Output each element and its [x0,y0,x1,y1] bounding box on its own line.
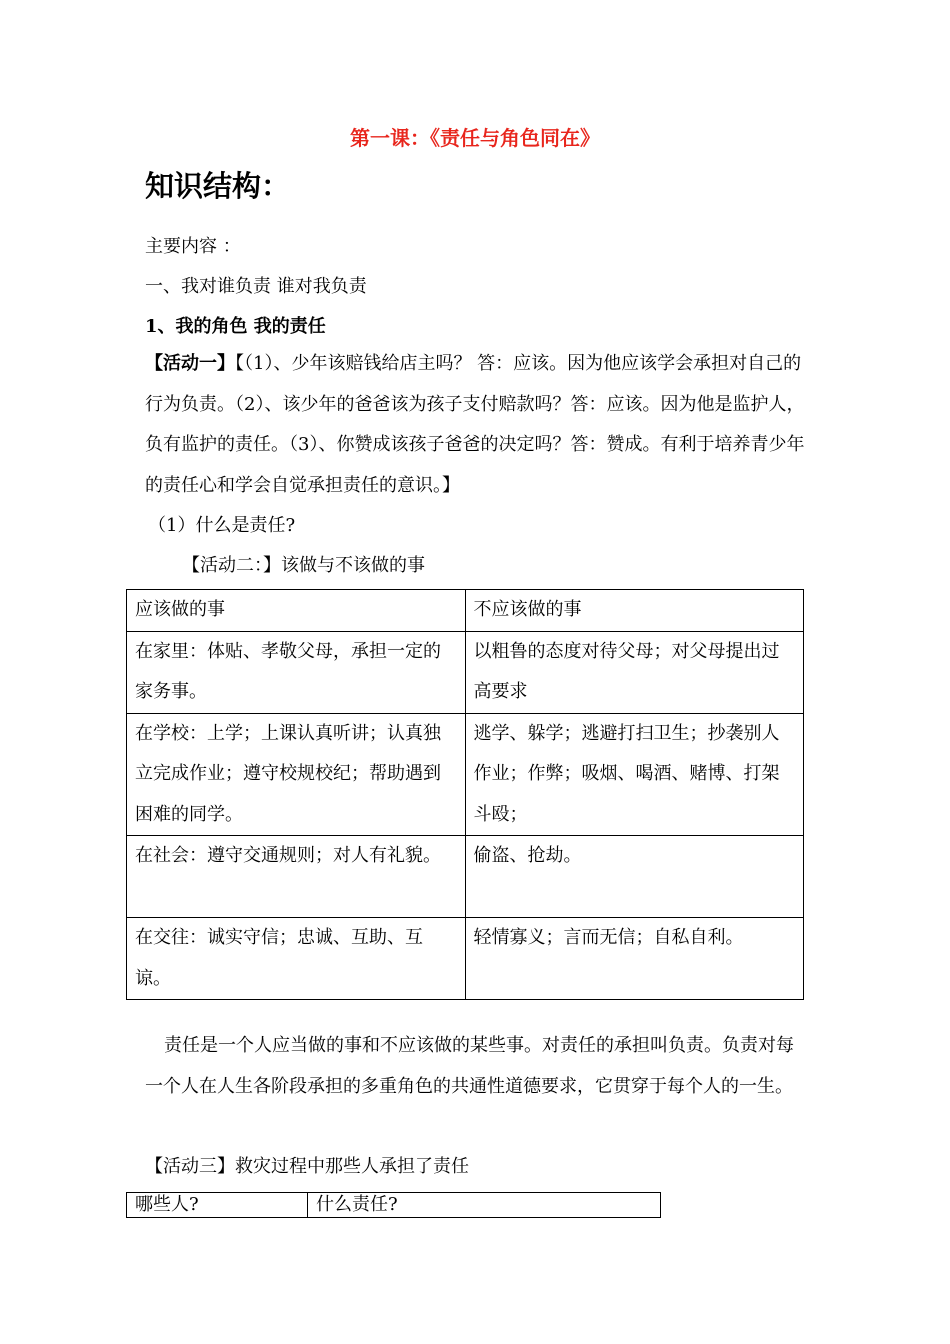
activity-one-label: 【活动一】 [145,353,235,374]
table-header-cell: 哪些人? [127,1193,308,1218]
table-cell: 偷盗、抢劫。 [465,836,804,918]
main-content-label: 主要内容 ： [145,236,241,257]
table-row [127,836,804,918]
subsection-title: 1、我的角色 我的责任 [145,316,326,337]
table-cell: 轻情寡义；言而无信；自私自利。 [465,918,804,1000]
table-cell: 在家里：体贴、孝敬父母，承担一定的家务事。 [127,631,466,713]
page-title: 第一课：《责任与角色同在》 [350,126,600,150]
activity-one-text: 【（1）、少年该赔钱给店主吗？ 答：应该。因为他应该学会承担对自己的行为负责。（2）、该少年的爸爸该为孩子支付赔款吗？答：应该。因为他是监护人，负有监护的责任。（3）、你赞成该孩子爸爸的决定吗？答：赞成。有利于培养青少年的责任心和学会自觉承担责任的意识。】 [145,353,805,496]
responsibility-definition: 责任是一个人应当做的事和不应该做的某些事。对责任的承担叫负责。负责对每一个人在人生各阶段承担的多重角色的共通性道德要求，它贯穿于每个人的一生。 [145,1035,794,1097]
question-what-is-responsibility: （1）什么是责任? [148,515,296,536]
activity-two-title: 【活动二：】该做与不该做的事 [182,555,425,576]
table-header-cell: 应该做的事 [127,590,466,632]
table-header-row [127,590,804,632]
table-cell: 在学校：上学；上课认真听讲；认真独立完成作业；遵守校规校纪；帮助遇到困难的同学。 [127,713,466,836]
table-header-cell: 什么责任? [308,1193,661,1218]
activity-three-title: 【活动三】救灾过程中那些人承担了责任 [145,1156,469,1177]
disaster-relief-table [126,1192,661,1218]
table-header-cell: 不应该做的事 [465,590,804,632]
table-cell: 在交往：诚实守信；忠诚、互助、互谅。 [127,918,466,1000]
table-cell: 以粗鲁的态度对待父母；对父母提出过高要求 [465,631,804,713]
section-title: 一、我对谁负责 谁对我负责 [145,276,367,297]
activity-one-paragraph [145,344,807,506]
table-row [127,918,804,1000]
table-row [127,631,804,713]
table-header-row [127,1193,661,1218]
table-cell: 逃学、躲学；逃避打扫卫生；抄袭别人作业；作弊；吸烟、喝酒、赌博、打架斗殴； [465,713,804,836]
table-row [127,713,804,836]
should-do-table [126,589,804,1000]
section-heading: 知识结构： [145,169,291,203]
table-cell: 在社会：遵守交通规则；对人有礼貌。 [127,836,466,918]
